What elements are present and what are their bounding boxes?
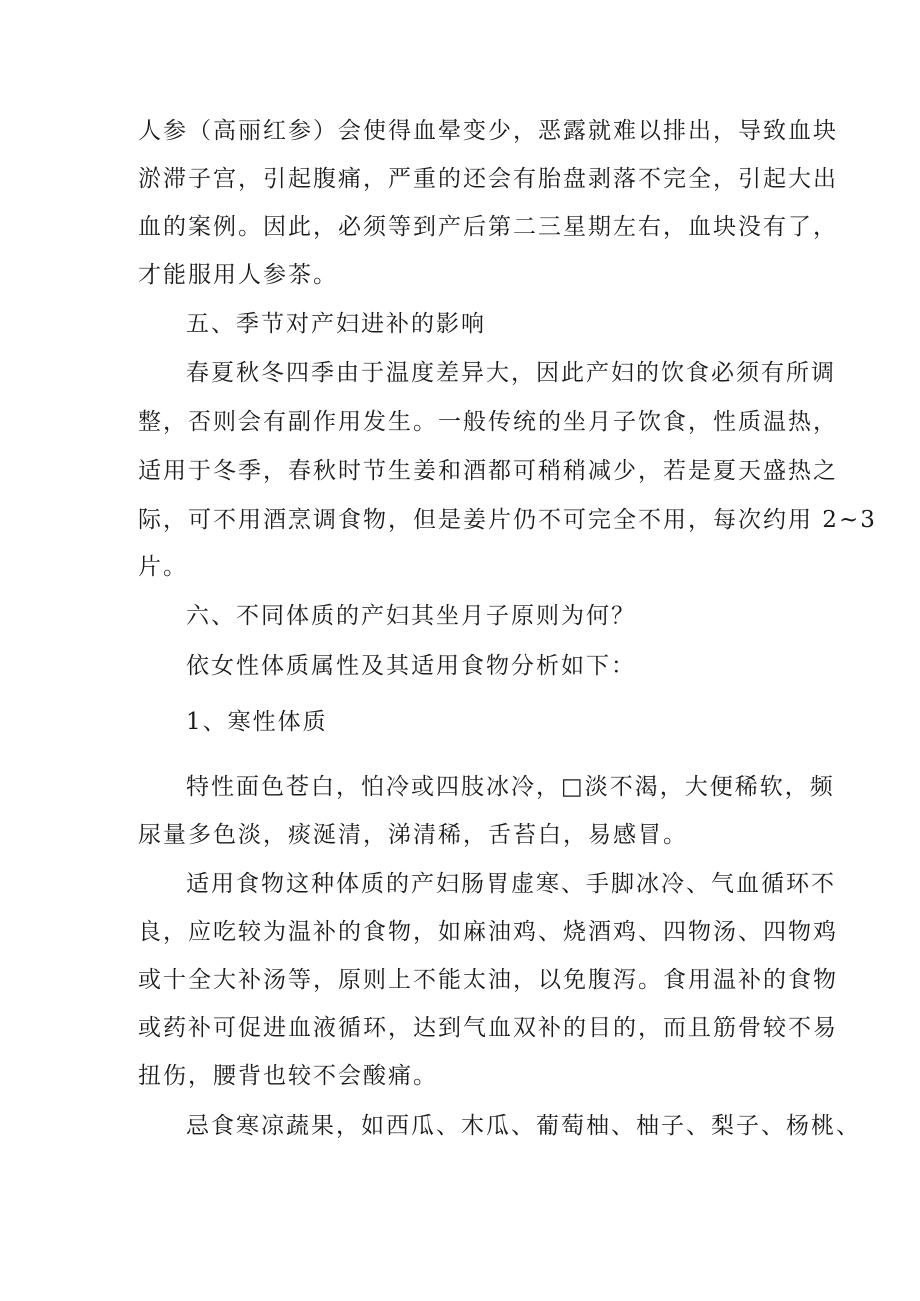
body-text-line: 适用于冬季，春秋时节生姜和酒都可稍稍减少，若是夏天盛热之 [138, 458, 838, 484]
body-text-line: 扭伤，腰背也较不会酸痛。 [138, 1063, 438, 1089]
body-text-line: 春夏秋冬四季由于温度差异大，因此产妇的饮食必须有所调 [186, 360, 836, 386]
body-text-line: 血的案例。因此，必须等到产后第二三星期左右，血块没有了， [138, 214, 838, 240]
body-text-line: 特性面色苍白，怕冷或四肢冰冷，□淡不渴，大便稀软，频 [186, 774, 835, 800]
body-text-line: 淤滞子宫，引起腹痛，严重的还会有胎盘剥落不完全，引起大出 [138, 166, 838, 192]
section-heading: 六、不同体质的产妇其坐月子原则为何？ [186, 603, 636, 629]
body-text-line: 忌食寒凉蔬果，如西瓜、木瓜、葡萄柚、柚子、梨子、杨桃、 [186, 1113, 861, 1139]
body-text-line: 际，可不用酒烹调食物，但是姜片仍不可完全不用，每次约用 2~3 [138, 507, 877, 533]
body-text-line: 或药补可促进血液循环，达到气血双补的目的，而且筋骨较不易 [138, 1015, 838, 1041]
body-text-line: 片。 [138, 554, 188, 580]
subsection-heading: 1、寒性体质 [186, 709, 328, 735]
body-text-line: 适用食物这种体质的产妇肠胃虚寒、手脚冰冷、气血循环不 [186, 871, 836, 897]
body-text-line: 人参（高丽红参）会使得血晕变少，恶露就难以排出，导致血块 [138, 118, 838, 144]
body-text-line: 才能服用人参茶。 [138, 262, 338, 288]
body-text-line: 良，应吃较为温补的食物，如麻油鸡、烧酒鸡、四物汤、四物鸡 [138, 919, 838, 945]
body-text-line: 尿量多色淡，痰涎清，涕清稀，舌苔白，易感冒。 [138, 822, 688, 848]
section-heading: 五、季节对产妇进补的影响 [186, 311, 486, 337]
body-text-line: 整，否则会有副作用发生。一般传统的坐月子饮食，性质温热， [138, 409, 838, 435]
body-text-line: 或十全大补汤等，原则上不能太油，以免腹泻。食用温补的食物 [138, 967, 838, 993]
body-text-line: 依女性体质属性及其适用食物分析如下： [186, 653, 636, 679]
